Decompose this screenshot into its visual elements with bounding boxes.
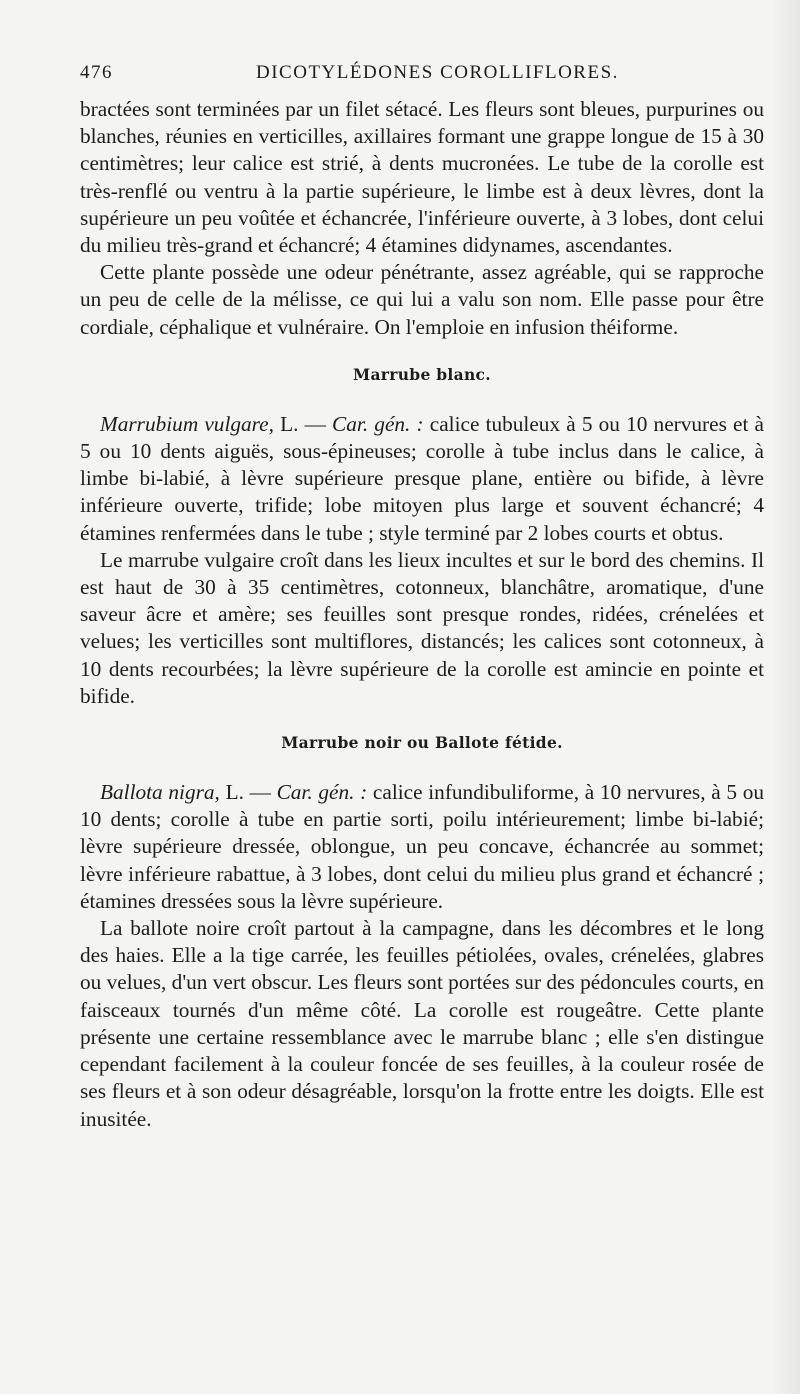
running-title: DICOTYLÉDONES COROLLIFLORES. bbox=[256, 62, 619, 83]
characters-label: Car. gén. : bbox=[332, 411, 424, 436]
characters-label: Car. gén. : bbox=[276, 780, 368, 805]
paragraph-body: calice tubuleux à 5 ou 10 nervures et à 5 ou 10 dents aiguës, sous-épineuses; corolle à tube inclus dans le calice, à limbe bi-labié, à lèvre supérieure presque plane, entière ou bifide, à lèvre inférieure ouverte, trifide; lobe mitoyen plus large et souvent échancré; 4 étamines renfermées dans le tube ; style terminé par 2 lobes courts et obtus. bbox=[80, 411, 764, 545]
section-heading: Marrube blanc. bbox=[353, 364, 491, 384]
author-abbrev: L. — bbox=[219, 780, 277, 805]
paragraph: La ballote noire croît partout à la campagne, dans les décombres et le long des haies. Elle a la tige carrée, les feuilles pétiolées, ovales, crénelées, glabres ou velues, d'un vert obscur. Les fleurs sont portées sur des pédoncules courts, en faisceaux tournés d'un même côté. La corolle est rougeâtre. Cette plante présente une certaine ressemblance avec le marrube blanc ; elle s'en distingue cependant facilement à la couleur foncée de ses feuilles, à la couleur rosée de ses fleurs et à son odeur désagréable, lorsqu'on la frotte entre les doigts. Elle est inusitée. bbox=[80, 916, 764, 1131]
body-text bbox=[80, 96, 764, 1133]
paragraph-body: calice infundibuliforme, à 10 nervures, à 5 ou 10 dents; corolle à tube en partie sorti, poilu intérieurement; limbe bi-labié; lèvre supérieure dressée, oblongue, un peu concave, échancrée au sommet; lèvre inférieure rabattue, à 3 lobes, dont celui du milieu plus grand et échancré ; étamines dressées sous la lèvre supérieure. bbox=[80, 780, 765, 913]
paragraph: Le marrube vulgaire croît dans les lieux incultes et sur le bord des chemins. Il est haut de 30 à 35 centimètres, cotonneux, blanchâtre, aromatique, d'une saveur âcre et amère; ses feuilles sont presque rondes, ridées, crénelées et velues; les verticilles sont multiflores, distancés; les calices sont cotonneux, à 10 dents recourbées; la lèvre supérieure de la corolle est amincie en pointe et bifide. bbox=[80, 547, 764, 708]
latin-name: Ballota nigra, bbox=[100, 780, 220, 805]
paragraph bbox=[80, 411, 764, 547]
section-heading: Marrube noir ou Ballote fétide. bbox=[281, 733, 563, 753]
latin-name: Marrubium vulgare, bbox=[100, 411, 274, 436]
page-number: 476 bbox=[80, 62, 113, 83]
paragraph: bractées sont terminées par un filet sétacé. Les fleurs sont bleues, purpurines ou blanches, réunies en verticilles, axillaires formant une grappe longue de 15 à 30 centimètres; leur calice est strié, à dents mucronées. Le tube de la corolle est très-renflé ou ventru à la partie supérieure, le limbe est à deux lèvres, dont la supérieure un peu voûtée et échancrée, l'inférieure ouverte, à 3 lobes, dont celui du milieu très-grand et échancré; 4 étamines didynames, ascendantes. bbox=[80, 97, 764, 258]
paragraph bbox=[80, 779, 764, 915]
paragraph: Cette plante possède une odeur pénétrante, assez agréable, qui se rapproche un peu de celle de la mélisse, ce qui lui a valu son nom. Elle passe pour être cordiale, céphalique et vulnéraire. On l'emploie en infusion théiforme. bbox=[80, 260, 764, 339]
author-abbrev: L. — bbox=[273, 411, 333, 436]
